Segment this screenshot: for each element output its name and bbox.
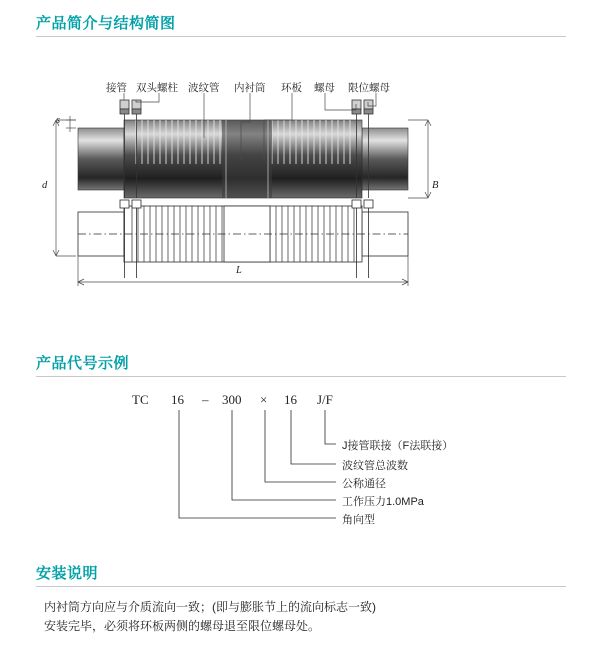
callout-label-1: 双头螺柱 <box>136 82 178 94</box>
install-note-line: 内衬筒方向应与介质流向一致；(即与膨胀节上的流向标志一致) <box>44 600 376 614</box>
code-description-1: 波纹管总波数 <box>342 460 408 472</box>
code-leader-lines <box>36 392 566 532</box>
dimension-label-B: B <box>432 180 439 191</box>
section-divider-intro <box>36 36 566 37</box>
section-title-install: 安装说明 <box>36 565 99 582</box>
install-notes <box>44 598 564 636</box>
section-title-code: 产品代号示例 <box>36 355 130 372</box>
code-token-2: – <box>202 392 209 407</box>
section-divider-install <box>36 586 566 587</box>
code-token-3: 300 <box>222 392 242 407</box>
install-note-line: 安装完毕，必须将环板两侧的螺母退至限位螺母处。 <box>44 619 321 633</box>
code-description-4: 角向型 <box>342 514 375 526</box>
dimension-label-s: s <box>56 115 61 126</box>
callout-label-4: 环板 <box>281 82 302 94</box>
product-structure-diagram <box>36 60 566 290</box>
dimension-label-d: d <box>42 180 48 191</box>
dimension-label-L: L <box>236 265 242 276</box>
code-token-0: TC <box>132 392 149 407</box>
section-title-intro: 产品简介与结构简图 <box>36 15 176 32</box>
code-token-1: 16 <box>171 392 184 407</box>
code-description-0: J接管联接（F法联接） <box>342 440 454 452</box>
callout-label-5: 螺母 <box>314 82 335 94</box>
section-divider-code <box>36 376 566 377</box>
callout-label-6: 限位螺母 <box>348 82 390 94</box>
code-token-4: × <box>260 392 268 407</box>
code-description-2: 公称通径 <box>342 478 386 490</box>
product-code-example <box>36 392 566 532</box>
callout-label-0: 接管 <box>106 82 127 94</box>
code-description-3: 工作压力1.0MPa <box>342 496 424 508</box>
code-token-5: 16 <box>284 392 297 407</box>
callout-label-2: 波纹管 <box>188 82 220 94</box>
code-token-6: J/F <box>317 392 333 407</box>
callout-label-3: 内衬筒 <box>234 82 266 94</box>
